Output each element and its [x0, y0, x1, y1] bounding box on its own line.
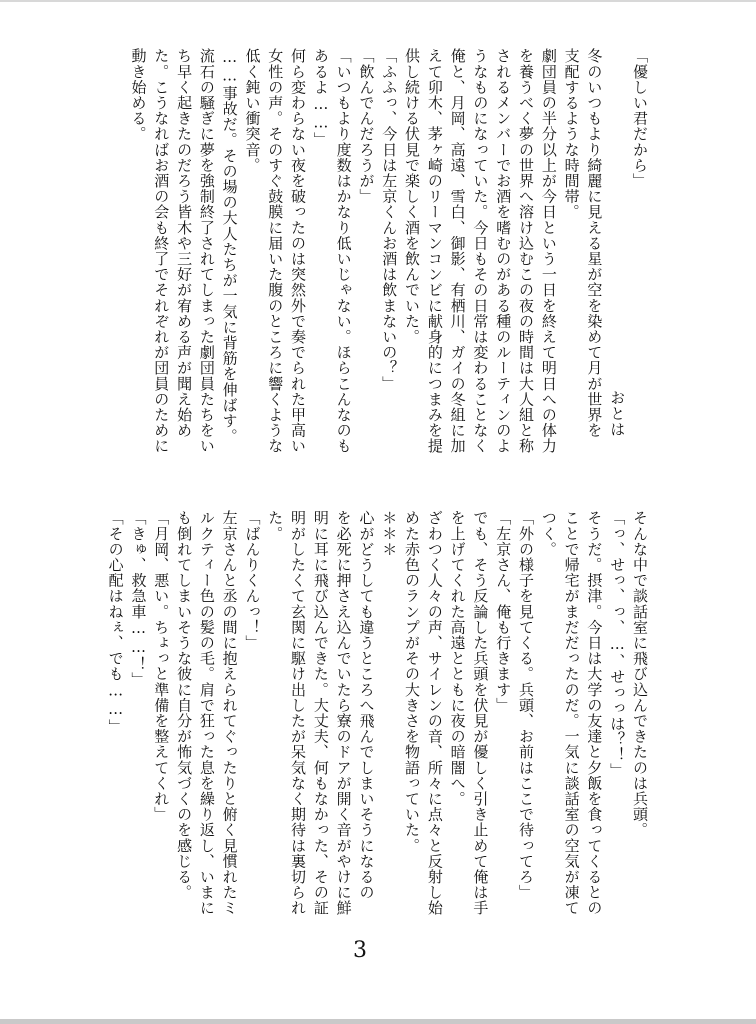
- text-line: 「その心配はねぇ、でも……」: [106, 510, 125, 735]
- page-number: 3: [353, 938, 367, 963]
- text-line: 冬のいつもより綺麗に見える星が空を染めて月が世界を: [585, 48, 604, 438]
- upper-text-block: [103, 48, 651, 458]
- text-line: も倒れてしまいそうな彼に自分が怖気づくのを感じる。: [175, 510, 194, 900]
- text-line: 「左京さん、俺も行きます」: [494, 510, 513, 713]
- text-line: 劇団員の半分以上が今日という一日を終えて明日への体力: [539, 48, 558, 454]
- text-line: そんな中で談話室に飛び込んできたのは兵頭。: [631, 510, 649, 838]
- text-line: 「っ、せっ、っ、…、せっっは？！」: [608, 510, 627, 779]
- text-line: でも、そう反論した兵頭を伏見が優しく引き止めて俺は手: [471, 510, 490, 916]
- top-edge-rule: [0, 0, 756, 2]
- text-line: されるメンバーでお酒を嗜むのがある種のルーティンのよ: [494, 48, 513, 454]
- text-line: た。こうなればお酒の会も終了でそれぞれが団員のために: [152, 48, 171, 454]
- text-line: ……事故だ。その場の大人たちが一気に背筋を伸ばす。: [220, 48, 239, 444]
- text-line: 女性の声。そのすぐ鼓膜に届いた腹のところに響くような: [266, 48, 285, 454]
- text-line: 「ばんりくんっ！」: [243, 510, 262, 651]
- text-line: を養うべく夢の世界へ溶け込むこの夜の時間は大人組と称: [517, 48, 536, 454]
- text-line: 俺と、月岡、高遠、雪白、御影、有栖川、ガイの冬組に加: [448, 48, 467, 454]
- text-line: うなものになっていた。今日もその日常は変わることなく: [471, 48, 490, 454]
- text-line: 流石の騒ぎに夢を強制終了されてしまった劇団員たちをい: [197, 48, 216, 454]
- story-title: 「優しい君だから」: [631, 48, 649, 189]
- text-line: た。: [266, 510, 285, 542]
- text-line: あるよ……」: [311, 48, 330, 148]
- text-line: 供し続ける伏見で楽しく酒を飲んでいた。: [403, 48, 422, 345]
- text-line: 「きゅ、救急車……！」: [129, 510, 148, 688]
- text-line: 動き始める。: [129, 48, 148, 142]
- text-line: 心がどうしても違うところへ飛んでしまいそうになるの: [357, 510, 376, 900]
- text-line: を必死に押さえ込んでいたら寮のドアが開く音がやけに鮮: [334, 510, 353, 916]
- text-line: 何ら変わらない夜を破ったのは突然外で奏でられた甲高い: [289, 48, 308, 454]
- text-line: 明がしたくて玄関に駆け出したが呆気なく期待は裏切られ: [289, 510, 308, 916]
- lower-text-block: [103, 510, 651, 935]
- text-line: つく。: [539, 510, 558, 557]
- author-name: おとは: [608, 390, 627, 437]
- text-line: 明に耳に飛び込んできた。大丈夫、何もなかった、その証: [311, 510, 330, 916]
- text-line: めた赤色のランプがその大きさを物語っていた。: [403, 510, 422, 854]
- text-line: 「飲んでんだろうが」: [357, 48, 376, 204]
- section-break: ＊＊＊: [380, 510, 399, 557]
- text-line: ことで帰宅がまだだったのだ。一気に談話室の空気が凍て: [562, 510, 581, 916]
- text-line: 低く鈍い衝突音。: [243, 48, 262, 173]
- text-line: 左京さんと丞の間に抱えられてぐったりと俯く見慣れたミ: [220, 510, 239, 916]
- text-line: ざわつく人々の声、サイレンの音、所々に点々と反射し始: [425, 510, 444, 916]
- bottom-edge-rule: [0, 1019, 756, 1024]
- text-line: そうだ。摂津。今日は大学の友達と夕飯を食ってくるとの: [585, 510, 604, 916]
- text-line: 支配するような時間帯。: [562, 48, 581, 220]
- text-line: 「ふふっ、今日は左京くんお酒は飲まないの？」: [380, 48, 399, 392]
- text-line: えて卯木、茅ヶ崎のリーマンコンビに献身的につまみを提: [425, 48, 444, 454]
- text-line: ルクティー色の髪の毛。肩で狂った息を繰り返し、いまに: [197, 510, 216, 916]
- text-line: 「いつもより度数はかなり低いじゃない。ほらこんなのも: [334, 48, 353, 454]
- text-line: ち早く起きたのだろう皆木や三好が宥める声が聞え始め: [175, 48, 194, 438]
- text-line: 「月岡、悪い。ちょっと準備を整えてくれ」: [152, 510, 171, 822]
- text-line: を上げてくれた高遠とともに夜の暗闇へ。: [448, 510, 467, 807]
- text-line: 「外の様子を見てくる。兵頭、お前はここで待ってろ」: [517, 510, 536, 900]
